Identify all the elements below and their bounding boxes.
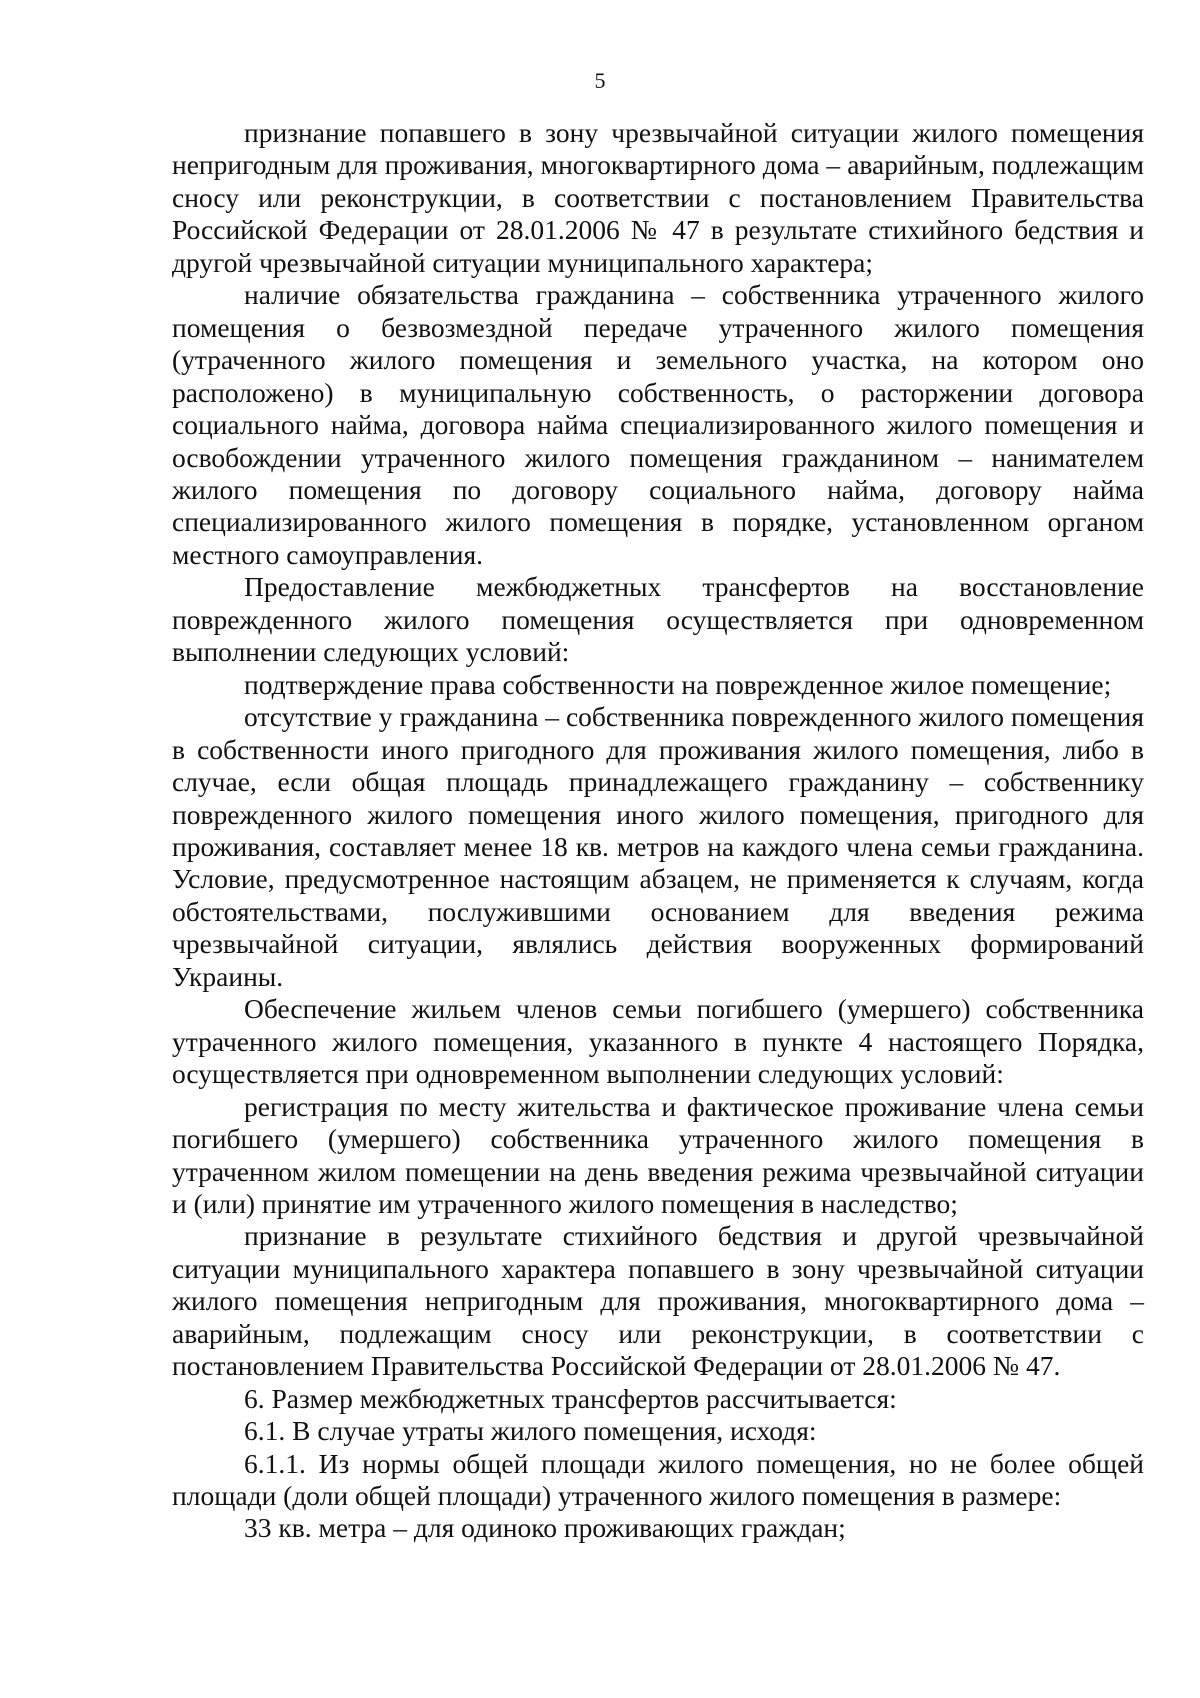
paragraph: 6. Размер межбюджетных трансфертов рассчитывается: <box>244 1382 897 1414</box>
page-number: 5 <box>594 68 606 93</box>
document-body <box>172 117 1144 1545</box>
paragraph: 6.1.1. Из нормы общей площади жилого помещения, но не более общей площади (доли общей площади) утраченного жилого помещения в размере: <box>172 1447 1144 1512</box>
paragraph: Обеспечение жильем членов семьи погибшего (умершего) собственника утраченного жилого помещения, указанного в пункте 4 настоящего Порядка, осуществляется при одновременном выполнении следующих условий: <box>172 993 1144 1090</box>
paragraph: наличие обязательства гражданина – собственника утраченного жилого помещения о безвозмездной передаче утраченного жилого помещения (утраченного жилого помещения и земельного участка, на котором оно расположено) в муниципальную собственность, о расторжении договора социального найма, договора найма специализированного жилого помещения и освобождении утраченного жилого помещения гражданином – нанимателем жилого помещения по договору социального найма, договору найма специализированного жилого помещения в порядке, установленном органом местного самоуправления. <box>172 279 1144 570</box>
paragraph: признание попавшего в зону чрезвычайной ситуации жилого помещения непригодным для проживания, многоквартирного дома – аварийным, подлежащим сносу или реконструкции, в соответствии с постановлением Правительства Российской Федерации от 28.01.2006 № 47 в результате стихийного бедствия и другой чрезвычайной ситуации муниципального характера; <box>172 117 1144 278</box>
paragraph: Предоставление межбюджетных трансфертов на восстановление поврежденного жилого помещения осуществляется при одновременном выполнении следующих условий: <box>172 571 1144 668</box>
paragraph: отсутствие у гражданина – собственника поврежденного жилого помещения в собственности иного пригодного для проживания жилого помещения, либо в случае, если общая площадь принадлежащего гражданину – собственнику поврежденного жилого помещения иного жилого помещения, пригодного для проживания, составляет менее 18 кв. метров на каждого члена семьи гражданина. Условие, предусмотренное настоящим абзацем, не применяется к случаям, когда обстоятельствами, послужившими основанием для введения режима чрезвычайной ситуации, являлись действия вооруженных формирований Украины. <box>172 701 1144 992</box>
paragraph: признание в результате стихийного бедствия и другой чрезвычайной ситуации муниципального характера попавшего в зону чрезвычайной ситуации жилого помещения непригодным для проживания, многоквартирного дома – аварийным, подлежащим сносу или реконструкции, в соответствии с постановлением Правительства Российской Федерации от 28.01.2006 № 47. <box>172 1220 1144 1382</box>
paragraph: 33 кв. метра – для одиноко проживающих граждан; <box>244 1512 846 1544</box>
paragraph: 6.1. В случае утраты жилого помещения, исходя: <box>244 1415 817 1447</box>
paragraph: подтверждение права собственности на поврежденное жилое помещение; <box>244 668 1112 700</box>
paragraph: регистрация по месту жительства и фактическое проживание члена семьи погибшего (умершего) собственника утраченного жилого помещения в утраченном жилом помещении на день введения режима чрезвычайной ситуации и (или) принятие им утраченного жилого помещения в наследство; <box>172 1090 1144 1219</box>
